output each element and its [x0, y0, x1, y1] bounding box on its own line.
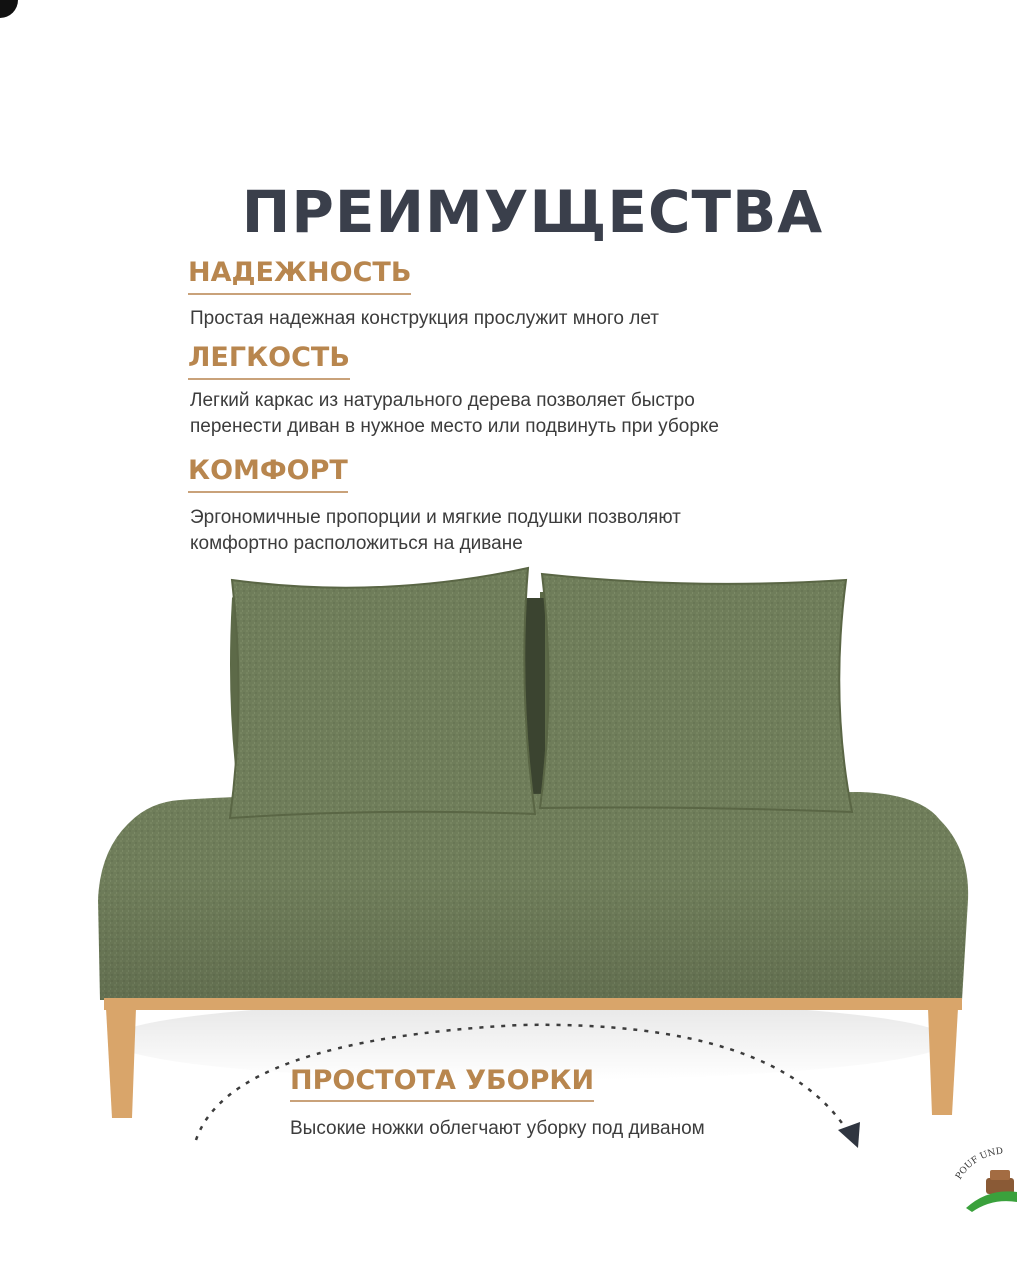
cleaning-heading: ПРОСТОТА УБОРКИ	[290, 1066, 594, 1102]
seat-front-shade	[98, 875, 968, 1000]
pillow-right	[540, 574, 852, 812]
logo-leaf-icon	[966, 1191, 1017, 1212]
arrow-head-icon	[838, 1122, 860, 1148]
feature-text-line: Легкий каркас из натурального дерева позволяет быстро	[190, 390, 695, 411]
cleaning-text: Высокие ножки облегчают уборку под диваном	[290, 1118, 705, 1139]
feature-text-line: Простая надежная конструкция прослужит много лет	[190, 308, 659, 329]
feature-text-line: перенести диван в нужное место или подвинуть при уборке	[190, 416, 719, 437]
feature-heading-lightness: ЛЕГКОСТЬ	[188, 343, 350, 380]
logo-chair-back	[990, 1170, 1010, 1180]
pillow-left	[230, 568, 535, 818]
feature-text-line: Эргономичные пропорции и мягкие подушки позволяют	[190, 507, 681, 528]
feature-heading-reliability: НАДЕЖНОСТЬ	[188, 258, 411, 295]
feature-text-line: комфортно расположиться на диване	[190, 533, 523, 554]
logo-text-path: POUF UND	[954, 1146, 1004, 1182]
brand-logo	[948, 1140, 1017, 1215]
page-title: ПРЕИМУЩЕСТВА	[241, 178, 824, 246]
feature-heading-comfort: КОМФОРТ	[188, 456, 348, 493]
wooden-frame	[104, 998, 962, 1010]
leg-front-left	[106, 1008, 136, 1118]
leg-front-right	[928, 1008, 958, 1115]
